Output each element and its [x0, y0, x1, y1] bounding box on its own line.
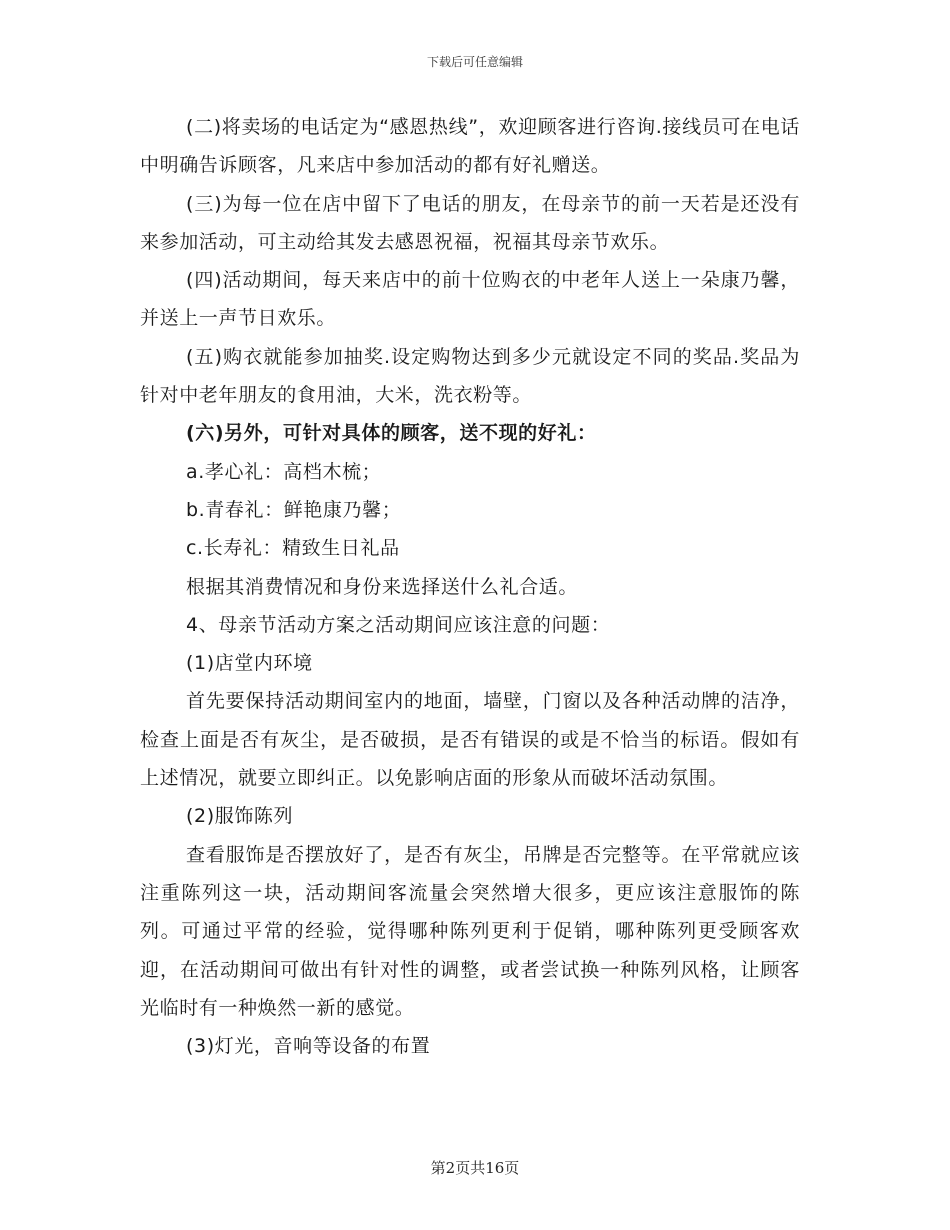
list-item-gift-c: c.长寿礼：精致生日礼品 [186, 537, 400, 560]
paragraph-special-gifts-heading: (六)另外，可针对具体的顾客，送不现的好礼： [186, 422, 597, 445]
paragraph-clothing-display: 查看服饰是否摆放好了，是否有灰尘，吊牌是否完整等。在平常就应该注重陈列这一块，活动期间客流量会突然增大很多，更应该注意服饰的陈列。可通过平常的经验，觉得哪种陈列更利于促销，哪种陈列更受顾客欢迎，在活动期间可做出有针对性的调整，或者尝试换一种陈列风格，让顾客光临时有一种焕然一新的感觉。 [140, 843, 800, 1019]
page-header: 下载后可任意编辑 [426, 55, 523, 69]
paragraph-lottery: (五)购衣就能参加抽奖.设定购物达到多少元就设定不同的奖品.奖品为针对中老年朋友的食用油，大米，洗衣粉等。 [140, 345, 800, 407]
subheading-lighting-audio: (3)灯光，音响等设备的布置 [186, 1035, 431, 1058]
paragraph-gift-choice: 根据其消费情况和身份来选择送什么礼合适。 [186, 575, 579, 598]
page-footer: 第2页共16页 [430, 1159, 520, 1177]
paragraph-carnation-gift: (四)活动期间，每天来店中的前十位购衣的中老年人送上一朵康乃馨，并送上一声节日欢乐。 [140, 269, 800, 330]
paragraph-hotline: (二)将卖场的电话定为“感恩热线”，欢迎顾客进行咨询.接线员可在电话中明确告诉顾客，凡来店中参加活动的都有好礼赠送。 [140, 116, 800, 177]
list-item-gift-b: b.青春礼：鲜艳康乃馨； [186, 498, 402, 521]
paragraph-phone-greeting: (三)为每一位在店中留下了电话的朋友，在母亲节的前一天若是还没有来参加活动，可主动给其发去感恩祝福，祝福其母亲节欢乐。 [140, 192, 800, 253]
subheading-clothing-display: (2)服饰陈列 [186, 805, 294, 828]
list-item-gift-a: a.孝心礼：高档木梳； [186, 460, 382, 483]
subheading-store-environment: (1)店堂内环境 [186, 652, 313, 675]
paragraph-store-environment: 首先要保持活动期间室内的地面，墙壁，门窗以及各种活动牌的洁净，检查上面是否有灰尘，是否破损，是否有错误的或是不恰当的标语。假如有上述情况，就要立即纠正。以免影响店面的形象从而破坏活动氛围。 [140, 690, 800, 790]
document-body [140, 108, 800, 1065]
section-heading-precautions: 4、母亲节活动方案之活动期间应该注意的问题： [186, 613, 611, 636]
